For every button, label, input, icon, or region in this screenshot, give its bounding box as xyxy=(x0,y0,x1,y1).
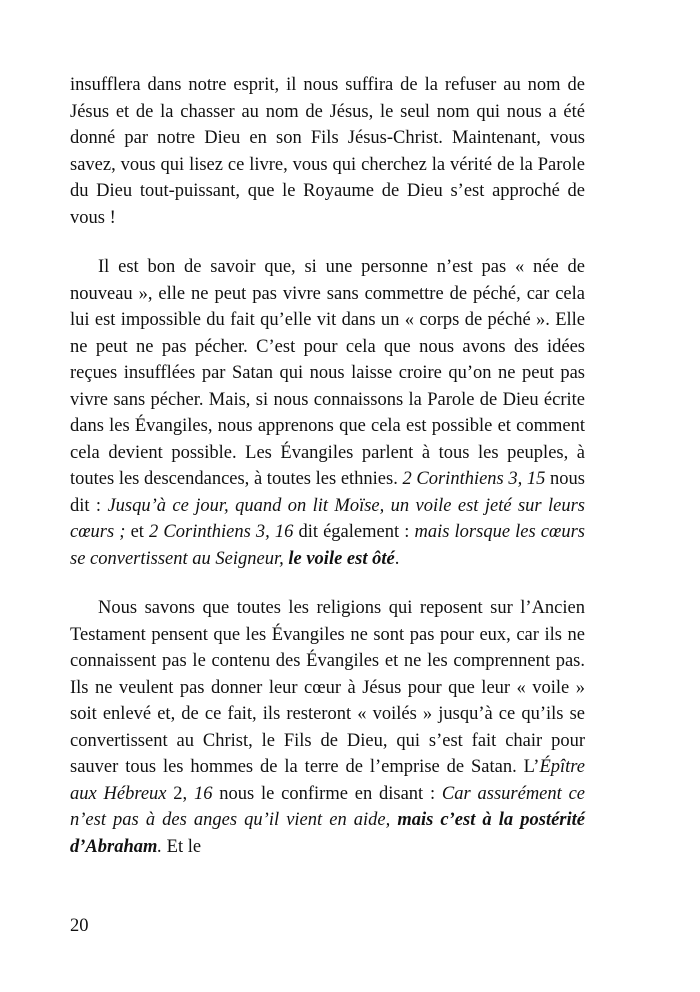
text-run: et xyxy=(125,522,150,542)
text-run: Il est bon de savoir que, si une personne n’est pas « née de nouveau », elle ne peut pas vivre sans commettre de péché, car cela lui est impossible du fait qu’elle vit dans un « corps de péché ». Elle ne peut ne pas pécher. C’est pour cela que nous avons des idées reçues insufflées par Satan qui nous laisse croire qu’on ne peut pas vivre sans pécher. Mais, si nous connaissons la Parole de Dieu écrite dans les Évangiles, nous apprenons que cela est possible et comment cela devient possible. Les Évangiles parlent à tous les peuples, à toutes les descendances, à toutes les ethnies. xyxy=(70,257,585,489)
italic-run: Jusqu’à ce jour, quand on lit Moïse, un voile est jeté sur leurs cœurs ; xyxy=(70,495,585,542)
text-run: Nous savons que toutes les religions qui reposent sur l’Ancien Testament pensent que les Évangiles ne sont pas pour eux, car ils ne connaissent pas le contenu des Évangiles et ne les comprennent pas. Ils ne veulent pas donner leur cœur à Jésus pour que leur « voile » soit enlevé et, de ce fait, ils resteront « voilés » jusqu’à ce qu’ils se convertissent au Christ, le Fils de Dieu, qui s’est fait chair pour sauver tous les hommes de la terre de l’emprise de Satan. L’ xyxy=(70,598,585,777)
text-run: 2, xyxy=(166,783,194,804)
text-run: . xyxy=(394,548,400,569)
paragraph-1 xyxy=(70,72,585,231)
italic-run: mais lorsque les cœurs se convertissent au Seigneur, xyxy=(70,522,585,569)
italic-run: 2 Corinthiens 3, 16 xyxy=(149,522,294,542)
paragraph-2 xyxy=(70,254,585,572)
text-run: nous le confirme en disant : xyxy=(212,783,442,804)
italic-run: 2 Corinthiens 3, 15 xyxy=(402,469,546,489)
page-number: 20 xyxy=(70,916,89,936)
body-text xyxy=(70,72,585,883)
paragraph-3 xyxy=(70,595,585,860)
italic-run: . xyxy=(157,836,163,857)
text-run: nous dit : xyxy=(70,469,586,516)
bold-italic-run: mais c’est à la postérité d’Abraham xyxy=(70,810,585,857)
text-run: dit également : xyxy=(293,522,415,542)
italic-run: Épître aux Hébreux xyxy=(70,757,585,804)
italic-run: Car assurément ce n’est pas à des anges qu’il vient en aide, xyxy=(70,783,585,830)
text-run: Et le xyxy=(162,836,202,857)
bold-italic-run: le voile est ôté xyxy=(288,548,395,569)
text-run: insufflera dans notre esprit, il nous suffira de la refuser au nom de Jésus et de la chasser au nom de Jésus, le seul nom qui nous a été donné par notre Dieu en son Fils Jésus-Christ. Maintenant, vous savez, vous qui lisez ce livre, vous qui cherchez la vérité de la Parole du Dieu tout-puissant, que le Royaume de Dieu s’est approché de vous ! xyxy=(70,75,585,228)
italic-run: 16 xyxy=(193,783,213,804)
